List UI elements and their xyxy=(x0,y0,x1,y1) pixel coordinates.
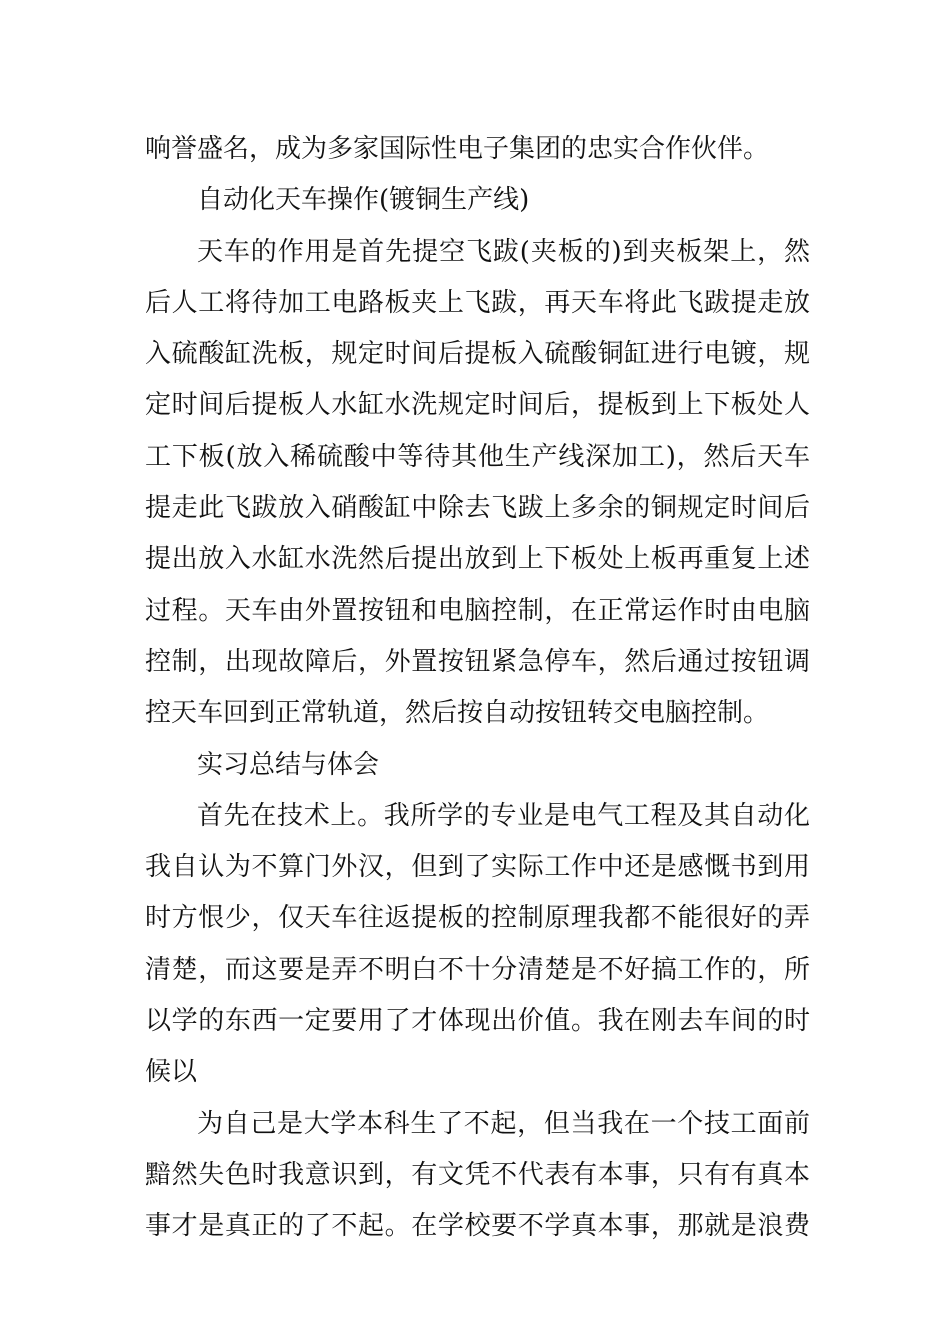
paragraph-line: 过程。天车由外置按钮和电脑控制，在正常运作时由电脑 xyxy=(145,595,810,626)
paragraph-line: 定时间后提板人水缸水洗规定时间后，提板到上下板处人 xyxy=(145,390,810,421)
paragraph-line: 时方恨少，仅天车往返提板的控制原理我都不能很好的弄 xyxy=(145,903,810,934)
paragraph-line: 提出放入水缸水洗然后提出放到上下板处上板再重复上述 xyxy=(145,544,810,575)
paragraph-line: 工下板(放入稀硫酸中等待其他生产线深加工)，然后天车 xyxy=(145,441,810,472)
paragraph-line: 控天车回到正常轨道，然后按自动按钮转交电脑控制。 xyxy=(145,698,770,729)
paragraph-line: 入硫酸缸洗板，规定时间后提板入硫酸铜缸进行电镀，规 xyxy=(145,339,810,370)
paragraph-line: 后人工将待加工电路板夹上飞跋，再天车将此飞跋提走放 xyxy=(145,287,810,318)
paragraph-line: 提走此飞跋放入硝酸缸中除去飞跋上多余的铜规定时间后 xyxy=(145,493,810,524)
paragraph-line: 首先在技术上。我所学的专业是电气工程及其自动化 xyxy=(197,800,810,831)
section-heading: 自动化天车操作(镀铜生产线) xyxy=(197,185,530,216)
paragraph-line: 为自己是大学本科生了不起，但当我在一个技工面前 xyxy=(197,1108,810,1139)
paragraph-line: 事才是真正的了不起。在学校要不学真本事，那就是浪费 xyxy=(145,1211,810,1242)
paragraph-line: 我自认为不算门外汉，但到了实际工作中还是感慨书到用 xyxy=(145,852,810,883)
paragraph-line: 控制，出现故障后，外置按钮紧急停车，然后通过按钮调 xyxy=(145,646,810,677)
paragraph-line: 候以 xyxy=(145,1057,198,1088)
paragraph-line: 天车的作用是首先提空飞跋(夹板的)到夹板架上，然 xyxy=(197,236,810,267)
paragraph-line: 响誉盛名，成为多家国际性电子集团的忠实合作伙伴。 xyxy=(145,134,770,164)
document-body xyxy=(145,124,810,1253)
paragraph-line: 清楚，而这要是弄不明白不十分清楚是不好搞工作的，所 xyxy=(145,954,810,985)
section-heading: 实习总结与体会 xyxy=(197,749,380,780)
paragraph-line: 黯然失色时我意识到，有文凭不代表有本事，只有有真本 xyxy=(145,1159,810,1190)
paragraph-line: 以学的东西一定要用了才体现出价值。我在刚去车间的时 xyxy=(145,1006,810,1037)
